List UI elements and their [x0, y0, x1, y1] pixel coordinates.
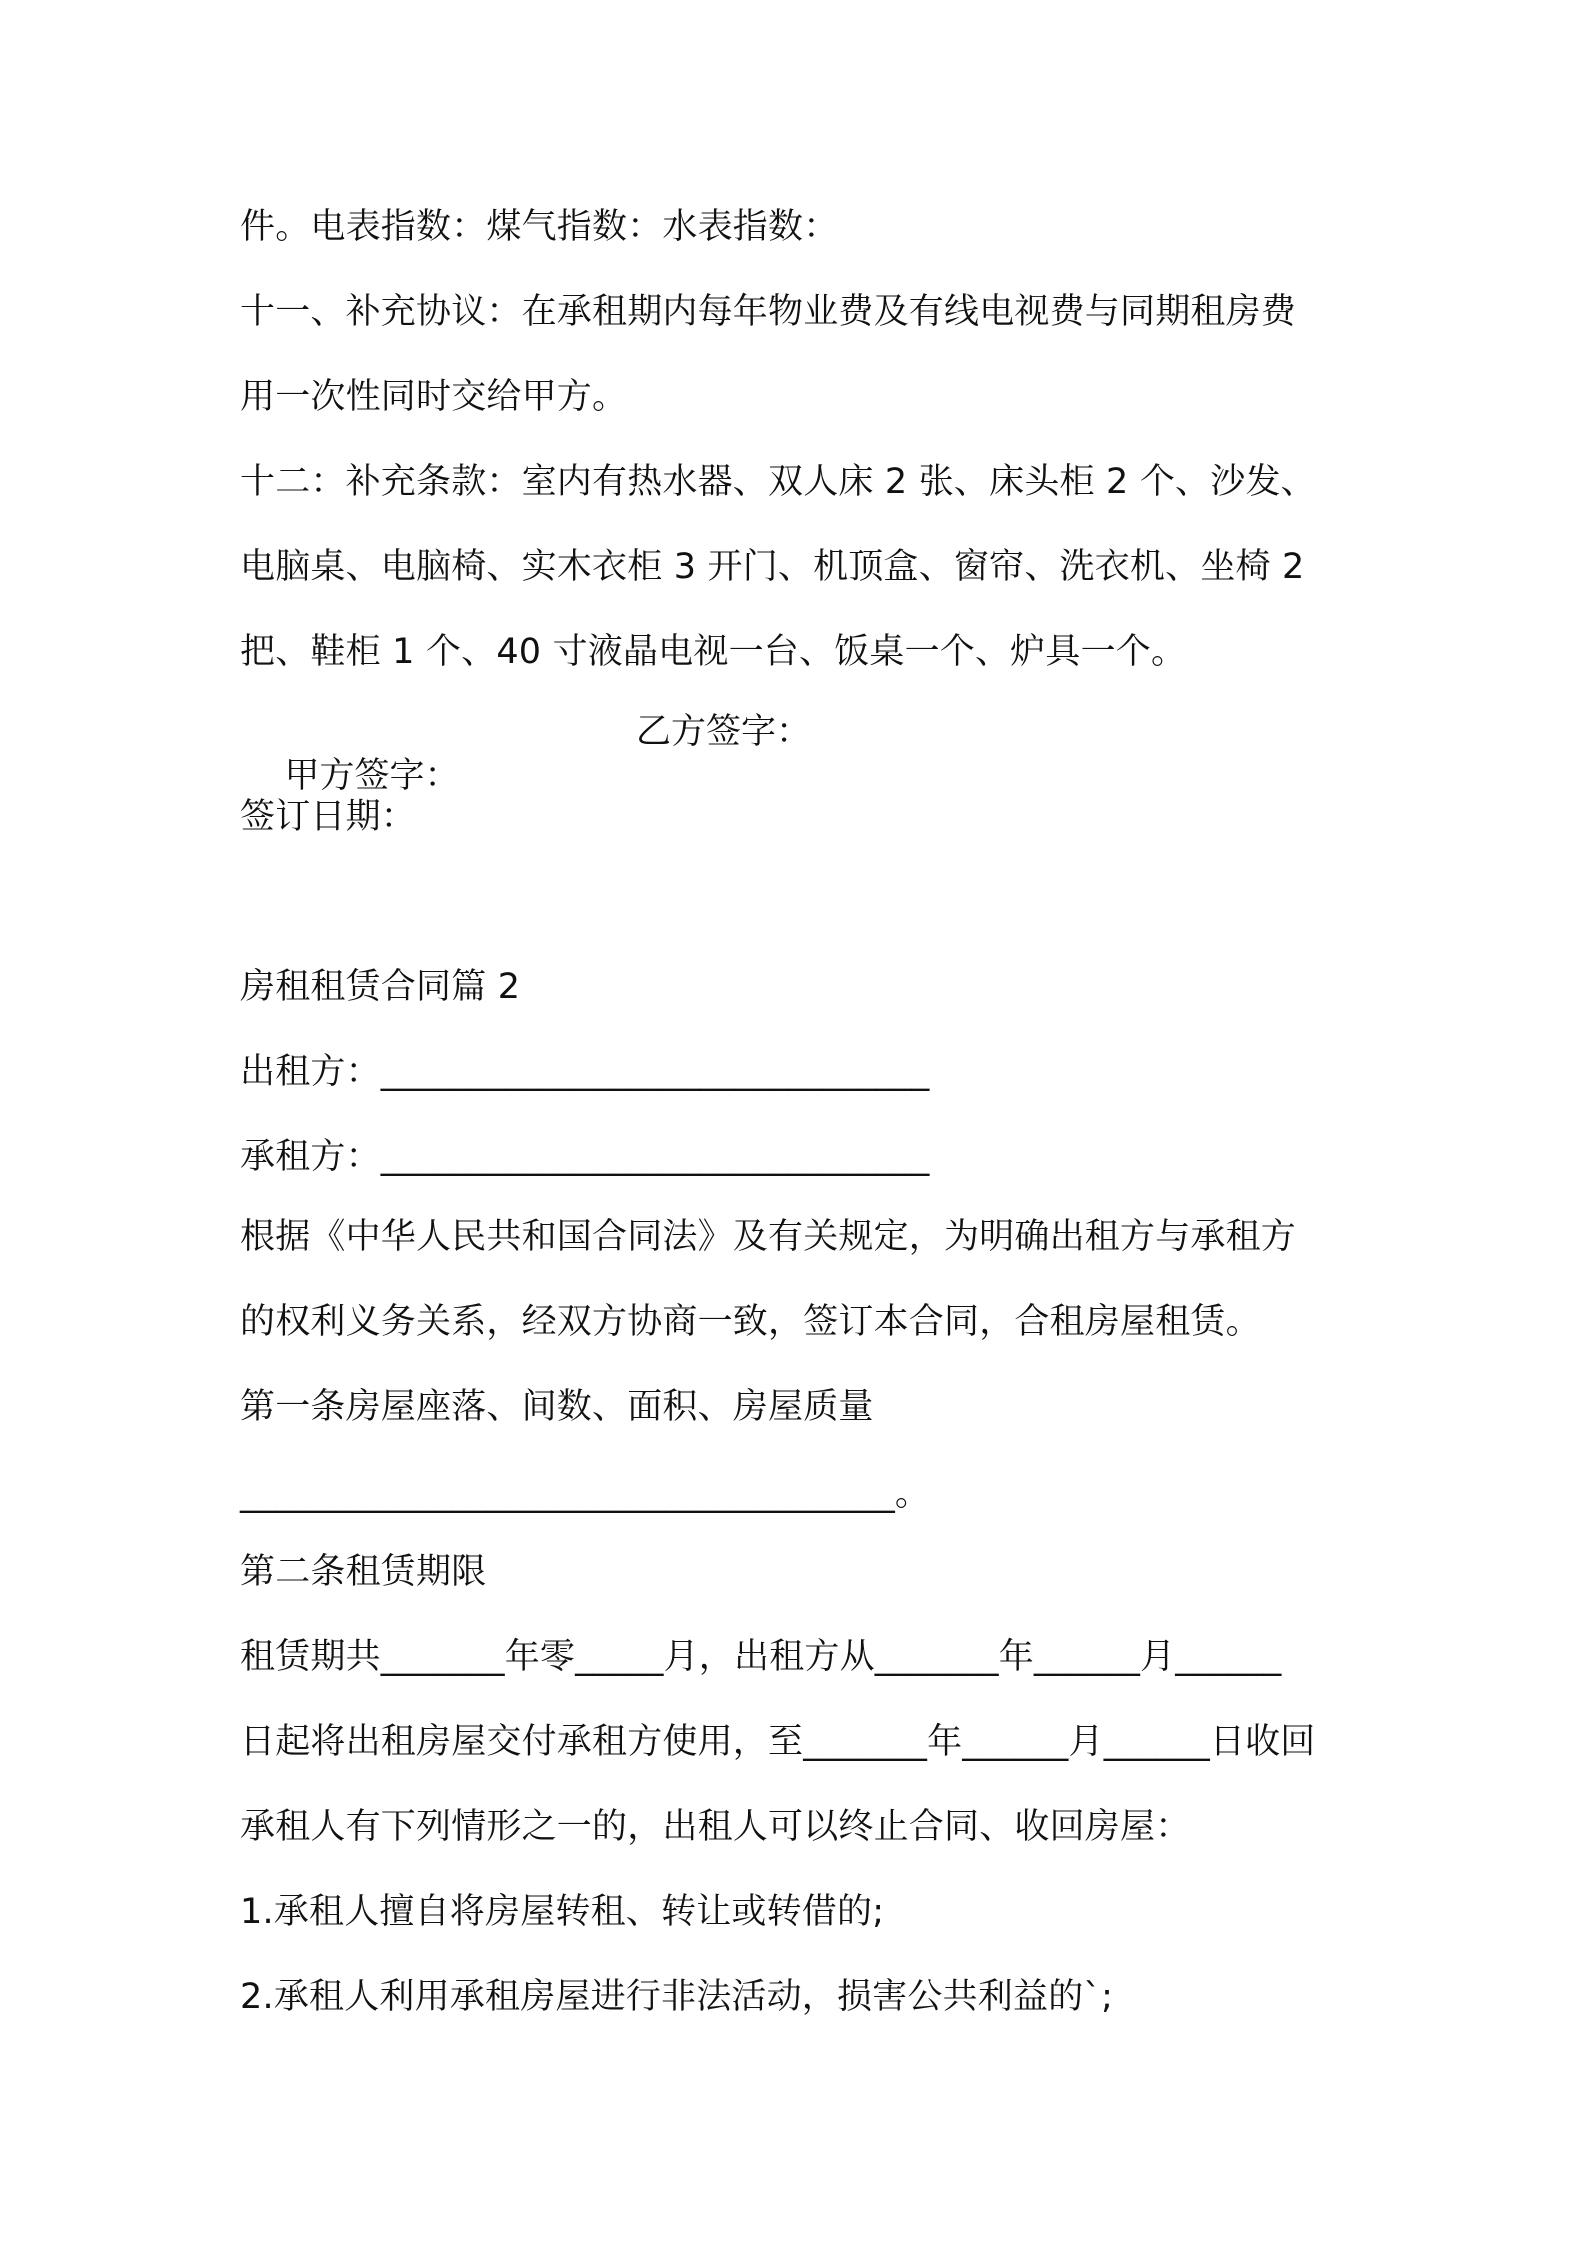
clause-12-line-2: 电脑桌、电脑椅、实木衣柜 3 开门、机顶盒、窗帘、洗衣机、坐椅 2	[240, 547, 1305, 587]
termination-item-1: 1.承租人擅自将房屋转租、转让或转借的;	[240, 1892, 885, 1932]
clause-11-line-1: 十一、补充协议：在承租期内每年物业费及有线电视费与同期租房费	[240, 292, 1297, 332]
meter-readings-line: 件。电表指数：煤气指数：水表指数：	[240, 207, 839, 247]
termination-item-2: 2.承租人利用承租房屋进行非法活动，损害公共利益的`;	[240, 1977, 1114, 2017]
party-b-signature-label: 乙方签字：	[636, 712, 812, 752]
lessee-line: 承租方：_______________________________	[240, 1137, 930, 1177]
contract-2-title: 房租租赁合同篇 2	[240, 967, 521, 1007]
article-1-heading: 第一条房屋座落、间数、面积、房屋质量	[240, 1387, 874, 1427]
clause-12-line-3: 把、鞋柜 1 个、40 寸液晶电视一台、饭桌一个、炉具一个。	[240, 632, 1187, 672]
article-1-fill-line: _____________________________________。	[240, 1474, 931, 1514]
clause-11-line-2: 用一次性同时交给甲方。	[240, 377, 628, 417]
clause-12-line-1: 十二：补充条款：室内有热水器、双人床 2 张、床头柜 2 个、沙发、	[240, 462, 1316, 502]
lease-term-line-2: 日起将出租房屋交付承租方使用，至_______年______月______日收回	[240, 1722, 1316, 1762]
sign-date-label: 签订日期：	[240, 797, 417, 837]
termination-intro: 承租人有下列情形之一的，出租人可以终止合同、收回房屋：	[240, 1807, 1191, 1847]
preamble-line-1: 根据《中华人民共和国合同法》及有关规定，为明确出租方与承租方	[240, 1217, 1297, 1257]
lessor-line: 出租方：_______________________________	[240, 1052, 930, 1092]
preamble-line-2: 的权利义务关系，经双方协商一致，签订本合同，合租房屋租赁。	[240, 1302, 1261, 1342]
article-2-heading: 第二条租赁期限	[240, 1552, 487, 1592]
lease-term-line-1: 租赁期共_______年零_____月，出租方从_______年______月______	[240, 1637, 1282, 1677]
party-a-signature-label: 甲方签字：	[284, 756, 460, 796]
